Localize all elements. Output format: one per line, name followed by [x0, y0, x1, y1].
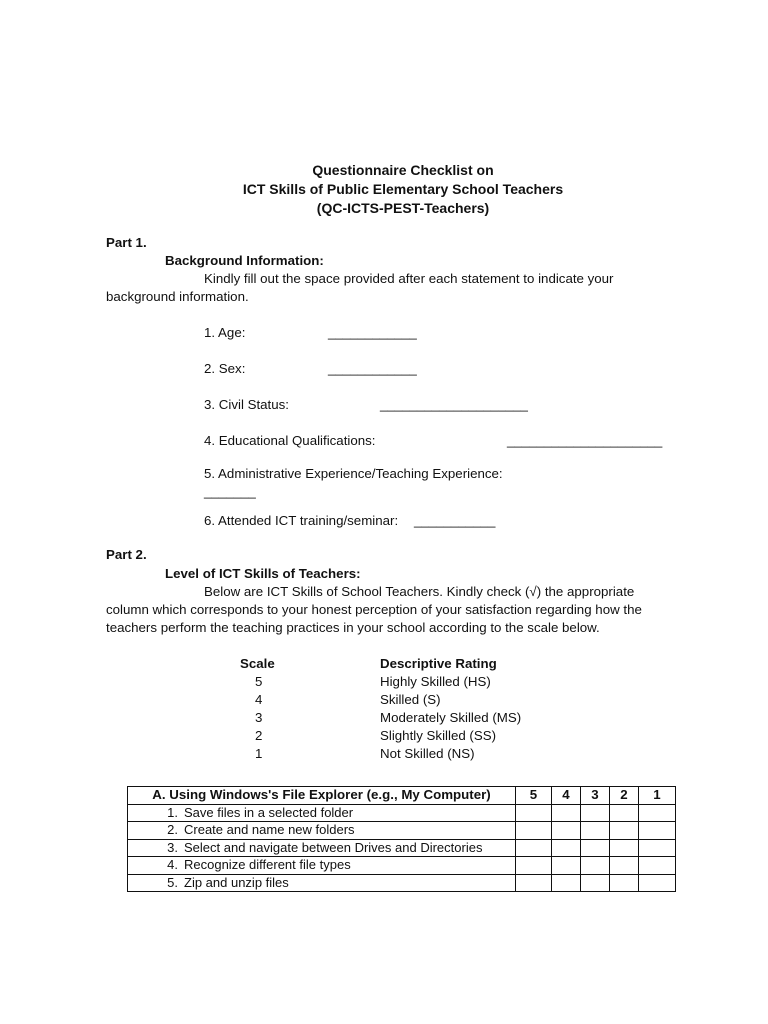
education-label: 4. Educational Qualifications: — [204, 433, 376, 448]
table-row — [128, 804, 676, 822]
rating-checkbox-3[interactable] — [581, 804, 610, 822]
scale-value: 5 — [255, 674, 263, 689]
item-cell — [128, 804, 516, 822]
scale-value: 3 — [255, 710, 263, 725]
ict-training-field[interactable]: ___________ — [414, 513, 496, 528]
part2-instruction-line3: teachers perform the teaching practices in your school according to the scale below. — [106, 620, 600, 635]
section-title: A. Using Windows's File Explorer (e.g., My Computer) — [128, 787, 516, 805]
item-number: 4. — [167, 857, 178, 873]
item-cell — [128, 874, 516, 892]
rating-checkbox-3[interactable] — [581, 857, 610, 875]
rating-checkbox-1[interactable] — [639, 804, 676, 822]
scale-header: Scale — [240, 656, 275, 671]
scale-rating: Highly Skilled (HS) — [380, 674, 491, 689]
item-text: Zip and unzip files — [184, 874, 289, 890]
rating-checkbox-3[interactable] — [581, 822, 610, 840]
rating-checkbox-4[interactable] — [552, 839, 581, 857]
item-number: 2. — [167, 822, 178, 838]
rating-checkbox-2[interactable] — [610, 857, 639, 875]
ict-training-label: 6. Attended ICT training/seminar: — [204, 513, 399, 528]
rating-checkbox-4[interactable] — [552, 822, 581, 840]
column-header: 5 — [516, 787, 552, 805]
age-field[interactable]: ____________ — [328, 325, 417, 340]
part2-heading: Level of ICT Skills of Teachers: — [165, 566, 361, 581]
rating-checkbox-4[interactable] — [552, 804, 581, 822]
item-number: 3. — [167, 839, 178, 855]
rating-checkbox-2[interactable] — [610, 804, 639, 822]
column-header: 2 — [610, 787, 639, 805]
item-text: Recognize different file types — [184, 857, 351, 873]
education-field[interactable]: _____________________ — [507, 433, 663, 448]
column-header: 3 — [581, 787, 610, 805]
experience-label: 5. Administrative Experience/Teaching Experience: — [204, 466, 503, 481]
rating-checkbox-2[interactable] — [610, 839, 639, 857]
age-label: 1. Age: — [204, 325, 246, 340]
rating-checkbox-5[interactable] — [516, 822, 552, 840]
scale-rating: Not Skilled (NS) — [380, 746, 475, 761]
title-line-1: Questionnaire Checklist on — [312, 162, 494, 178]
item-number: 1. — [167, 804, 178, 820]
rating-checkbox-2[interactable] — [610, 822, 639, 840]
rating-checkbox-4[interactable] — [552, 857, 581, 875]
part2-instruction-line1: Below are ICT Skills of School Teachers. Kindly check (√) the appropriate — [204, 584, 635, 599]
scale-value: 1 — [255, 746, 263, 761]
rating-checkbox-5[interactable] — [516, 804, 552, 822]
part1-heading: Background Information: — [165, 253, 324, 268]
scale-value: 4 — [255, 692, 263, 707]
title-line-2: ICT Skills of Public Elementary School Teachers — [242, 181, 564, 197]
table-header-row — [128, 787, 676, 805]
rating-checkbox-1[interactable] — [639, 822, 676, 840]
part1-label: Part 1. — [106, 235, 147, 250]
civil-status-label: 3. Civil Status: — [204, 397, 289, 412]
table-row — [128, 839, 676, 857]
item-text: Select and navigate between Drives and Directories — [184, 839, 483, 855]
skills-checklist-table — [127, 786, 676, 892]
scale-rating: Skilled (S) — [380, 692, 441, 707]
scale-value: 2 — [255, 728, 263, 743]
part1-instruction-line2: background information. — [106, 289, 249, 304]
rating-checkbox-5[interactable] — [516, 857, 552, 875]
sex-label: 2. Sex: — [204, 361, 246, 376]
sex-field[interactable]: ____________ — [328, 361, 417, 376]
table-row — [128, 874, 676, 892]
rating-checkbox-1[interactable] — [639, 839, 676, 857]
part1-instruction-line1: Kindly fill out the space provided after each statement to indicate your — [204, 271, 614, 286]
rating-header: Descriptive Rating — [380, 656, 497, 671]
item-cell — [128, 822, 516, 840]
rating-checkbox-3[interactable] — [581, 874, 610, 892]
scale-rating: Moderately Skilled (MS) — [380, 710, 522, 725]
title-line-3: (QC-ICTS-PEST-Teachers) — [316, 200, 490, 216]
rating-checkbox-1[interactable] — [639, 857, 676, 875]
column-header: 1 — [639, 787, 676, 805]
part2-label: Part 2. — [106, 547, 147, 562]
item-text: Create and name new folders — [184, 822, 355, 838]
rating-checkbox-5[interactable] — [516, 839, 552, 857]
table-row — [128, 822, 676, 840]
item-number: 5. — [167, 874, 178, 890]
column-header: 4 — [552, 787, 581, 805]
item-text: Save files in a selected folder — [184, 804, 354, 820]
part2-instruction-line2: column which corresponds to your honest perception of your satisfaction regarding how the — [106, 602, 642, 617]
rating-checkbox-3[interactable] — [581, 839, 610, 857]
item-cell — [128, 839, 516, 857]
scale-rating: Slightly Skilled (SS) — [380, 728, 497, 743]
rating-checkbox-5[interactable] — [516, 874, 552, 892]
table-row — [128, 857, 676, 875]
rating-checkbox-2[interactable] — [610, 874, 639, 892]
civil-status-field[interactable]: ____________________ — [380, 397, 528, 412]
rating-checkbox-1[interactable] — [639, 874, 676, 892]
item-cell — [128, 857, 516, 875]
rating-checkbox-4[interactable] — [552, 874, 581, 892]
experience-field[interactable]: _______ — [204, 484, 256, 499]
